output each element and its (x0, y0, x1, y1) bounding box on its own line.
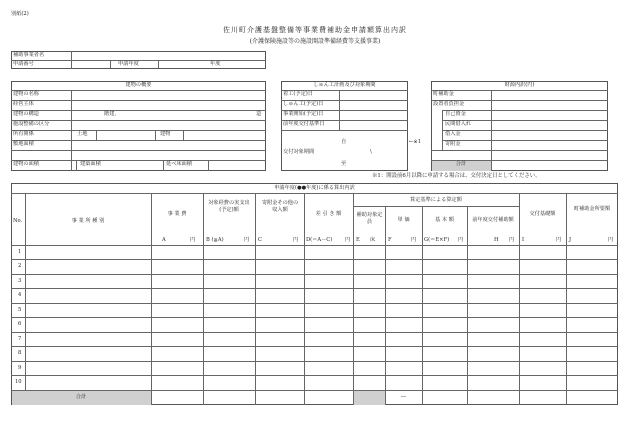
yen-f: 円 (411, 237, 417, 243)
fund-loan: 借入金 (445, 131, 461, 137)
col-donation: 寄附金その他の収入額 (261, 200, 299, 213)
fund-town: 町補助金 (433, 91, 454, 97)
sched-start: 着工(予定)日 (283, 91, 313, 97)
to-label: 至 (341, 161, 347, 167)
sched-begin: 事業開始(予定)日 (283, 111, 324, 117)
col-prev: 前年度交付補助額 (472, 217, 514, 223)
col-cost: 事 業 費 (167, 211, 187, 217)
fund-private: 民間借入れ (445, 121, 471, 127)
unit-g: G(＝E×F) (424, 237, 450, 243)
row-no: 7 (18, 336, 22, 342)
main-table-title: 申請年度(●●年度)に係る算出内訳 (274, 185, 355, 191)
floor-area-label: 建築面積 (80, 161, 101, 167)
building-header: 建物の概要 (125, 82, 152, 88)
bldg-label: 建物 (160, 131, 171, 137)
col-base-amount: 交付基礎額 (529, 211, 556, 217)
yen-g: 円 (458, 237, 464, 243)
sched-prev-base: 前年度交付基準日 (283, 121, 325, 127)
yen-a: 円 (190, 237, 196, 243)
sched-period: 交付対象期間 (283, 149, 315, 155)
bldg-row-structure: 建物の構造 (13, 111, 39, 117)
sched-complete: しゅん工(予定)日 (283, 101, 324, 107)
fund-own: 自己資金 (445, 111, 466, 117)
app-no-label: 申請番号 (13, 61, 34, 67)
page-subtitle: (介護保険施設等の施設開設準備経費等支援事業) (249, 38, 381, 45)
bldg-row-building-area: 建物の面積 (13, 161, 39, 167)
yen-c: 円 (293, 237, 299, 243)
total-label: 合計 (75, 394, 87, 400)
unit-h: H (494, 237, 499, 243)
total-floor-label: 延べ床面積 (166, 161, 192, 167)
fund-donation: 寄附金 (445, 141, 461, 147)
yen-h: 円 (509, 237, 515, 243)
total-dash: ― (400, 394, 407, 400)
operator-label: 補助事業者名 (13, 52, 45, 58)
bldg-row-site-area: 敷地面積 (13, 141, 34, 147)
row-no: 10 (15, 379, 22, 385)
std-group: 算定基準による算定額 (410, 197, 462, 203)
page-title: 佐川町介護基盤整備等事業費補助金申請額算出内訳 (223, 26, 407, 34)
row-no: 2 (18, 263, 22, 269)
row-no: 4 (18, 292, 22, 298)
col-no: No. (13, 218, 23, 224)
land-label: 土地 (77, 131, 88, 137)
bldg-row-ownership: 所有関係 (13, 131, 34, 137)
unit-a: A (162, 237, 166, 243)
bldg-row-operator: 経営主体 (13, 101, 34, 107)
yen-b: 円 (244, 237, 250, 243)
year-unit: 年度 (210, 61, 221, 67)
note-ref: ←※1 (409, 139, 421, 145)
row-no: 6 (18, 321, 22, 327)
row-no: 3 (18, 278, 22, 284)
col-actual: 対象経費の実支出(予定)額 (208, 200, 250, 213)
bldg-row-category: 施設整備の区分 (13, 121, 50, 127)
unit-c: C (258, 237, 262, 243)
yen-j: 円 (608, 237, 614, 243)
row-no: 9 (18, 365, 22, 371)
row-no: 1 (18, 249, 22, 255)
col-base: 基 本 額 (435, 217, 454, 223)
app-no-field[interactable] (72, 61, 109, 68)
from-label: 自 (341, 139, 347, 145)
app-year-label: 申請年度 (118, 61, 139, 67)
app-year-field[interactable] (159, 61, 207, 68)
unit-e: E (356, 237, 360, 243)
col-required: 町補助金所要額 (573, 206, 611, 212)
col-capacity: 補助対象定員 (356, 212, 383, 225)
row-no: 5 (18, 307, 22, 313)
operator-field[interactable] (72, 52, 265, 59)
col-unit-price: 単 価 (397, 217, 410, 223)
row-no: 8 (18, 350, 22, 356)
floors-label: 階建、 (104, 111, 120, 117)
bldg-row-name: 建物の名称 (13, 91, 39, 97)
footnote: ※1：開設前6月以降に申請する場合は、交付決定日としてください。 (372, 173, 541, 179)
yen-i: 円 (556, 237, 562, 243)
attachment-label: 別紙(2) (11, 11, 29, 17)
fund-total: 合計 (455, 161, 467, 167)
unit-i: I (522, 237, 525, 243)
unit-j: J (569, 237, 572, 243)
tilde: \ (370, 149, 372, 155)
unit-d: D(＝A－C) (306, 237, 333, 243)
unit-b: B (≦A) (206, 237, 224, 243)
unit-f: F (388, 237, 392, 243)
col-type: 事 業 所 種 別 (71, 218, 105, 224)
unit-e2: 床 (370, 237, 376, 243)
funding-header: 財源内訳(円) (504, 82, 535, 88)
yen-d: 円 (345, 237, 351, 243)
col-diff: 差 引 き 額 (315, 211, 342, 217)
schedule-header: しゅん工計画及び対象期間 (313, 82, 376, 88)
fund-owner: 設置者負担金 (433, 101, 465, 107)
structure-suffix: 造 (256, 111, 262, 117)
